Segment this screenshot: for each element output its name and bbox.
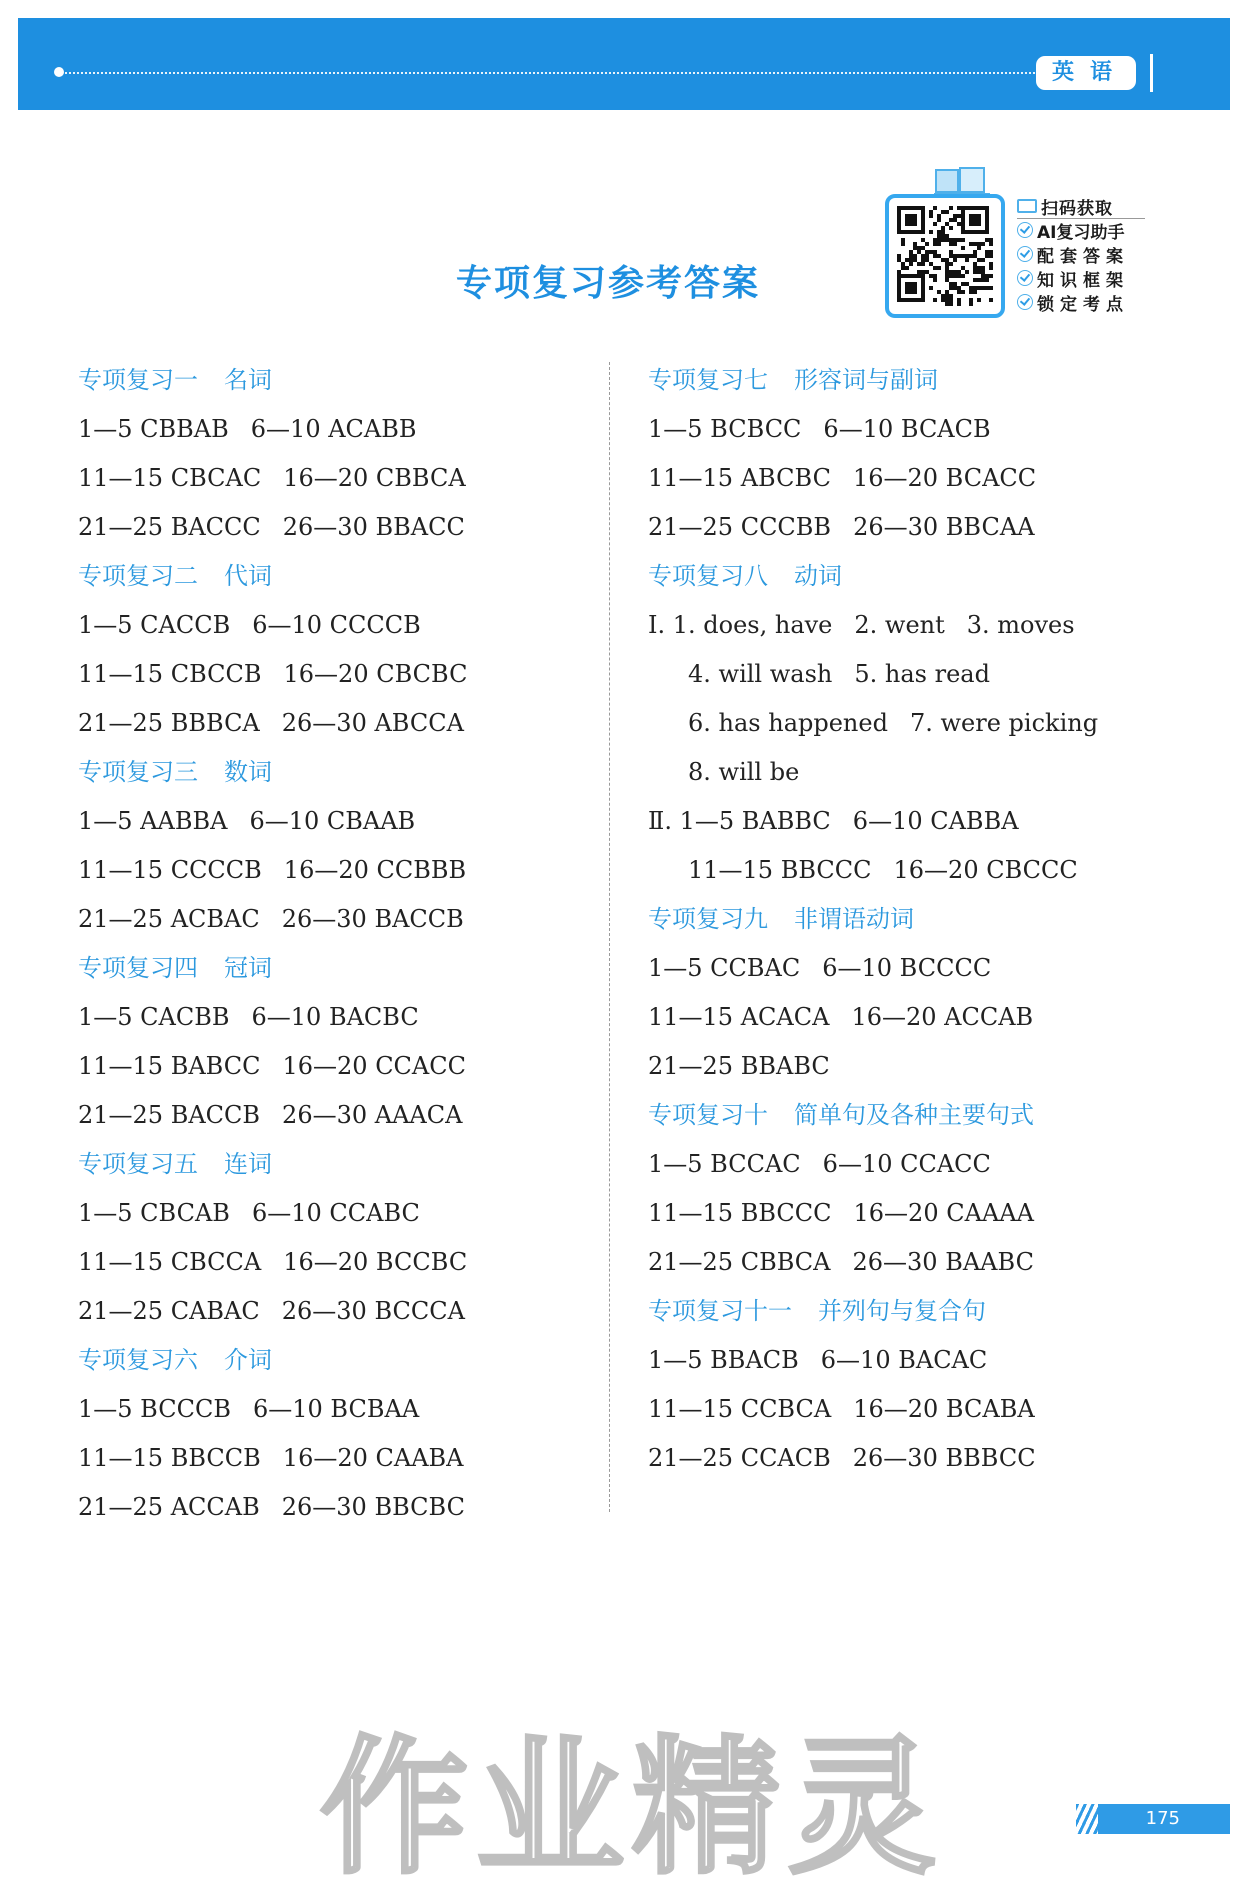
- section-heading: 专项复习九 非谓语动词: [648, 905, 914, 933]
- watermark: 作业精灵: [320, 1722, 944, 1894]
- answer-line: 1—5 BBACB 6—10 BACAC: [648, 1346, 988, 1374]
- section-heading: 专项复习二 代词: [78, 562, 272, 590]
- section-heading: 专项复习三 数词: [78, 758, 272, 786]
- answer-line: 11—15 CBCCB 16—20 CBCBC: [78, 660, 468, 688]
- answer-line: 1—5 CACBB 6—10 BACBC: [78, 1003, 419, 1031]
- column-divider: [609, 362, 610, 1512]
- answer-line: 1—5 BCBCC 6—10 BCACB: [648, 415, 991, 443]
- answer-line: 1—5 AABBA 6—10 CBAAB: [78, 807, 416, 835]
- answer-line: 6. has happened 7. were picking: [688, 709, 1099, 737]
- answer-line: 1—5 BCCAC 6—10 CCACC: [648, 1150, 991, 1178]
- right-answer-column: [648, 356, 1208, 1483]
- answer-line: 21—25 BACCC 26—30 BBACC: [78, 513, 465, 541]
- answer-line: 11—15 CBCCA 16—20 BCCBC: [78, 1248, 468, 1276]
- answer-line: 11—15 BBCCC 16—20 CAAAA: [648, 1199, 1034, 1227]
- answer-line: Ⅰ. 1. does, have 2. went 3. moves: [648, 611, 1075, 639]
- answer-line: 21—25 BACCB 26—30 AAACA: [78, 1101, 463, 1129]
- section-heading: 专项复习六 介词: [78, 1346, 272, 1374]
- answer-line: 4. will wash 5. has read: [688, 660, 990, 688]
- qr-feature-item: [1017, 290, 1147, 314]
- answer-line: 8. will be: [688, 758, 800, 786]
- check-icon: [1017, 222, 1033, 238]
- page-title: 专项复习参考答案: [455, 263, 760, 304]
- section-heading: 专项复习十 简单句及各种主要句式: [648, 1101, 1034, 1129]
- answer-line: 21—25 BBBCA 26—30 ABCCA: [78, 709, 464, 737]
- left-answer-column: [78, 356, 598, 1532]
- qr-feature-item: [1017, 242, 1147, 266]
- answer-line: 11—15 BABCC 16—20 CCACC: [78, 1052, 466, 1080]
- section-heading: 专项复习一 名词: [78, 366, 272, 394]
- qr-feature-label: 知识框架: [1037, 270, 1129, 291]
- answer-line: 21—25 BBABC: [648, 1052, 830, 1080]
- qr-feature-label: 配套答案: [1037, 246, 1129, 267]
- answer-line: 1—5 CCBAC 6—10 BCCCC: [648, 954, 992, 982]
- section-heading: 专项复习八 动词: [648, 562, 842, 590]
- check-icon: [1017, 270, 1033, 286]
- answer-line: 11—15 BBCCB 16—20 CAABA: [78, 1444, 464, 1472]
- qr-heading-text: 扫码获取: [1041, 198, 1113, 219]
- scan-icon: [1017, 199, 1037, 213]
- answer-line: Ⅱ. 1—5 BABBC 6—10 CABBA: [648, 807, 1019, 835]
- page-number: 175: [1145, 1808, 1180, 1829]
- header-band: [18, 18, 1230, 110]
- section-heading: 专项复习十一 并列句与复合句: [648, 1297, 986, 1325]
- qr-feature-item: [1017, 266, 1147, 290]
- qr-heading: [1017, 194, 1147, 218]
- answer-line: 21—25 ACCAB 26—30 BBCBC: [78, 1493, 465, 1521]
- section-heading: 专项复习七 形容词与副词: [648, 366, 938, 394]
- answer-line: 11—15 CCCCB 16—20 CCBBB: [78, 856, 467, 884]
- answer-line: 1—5 CBBAB 6—10 ACABB: [78, 415, 417, 443]
- qr-code[interactable]: [897, 206, 993, 306]
- answer-line: 11—15 CBCAC 16—20 CBBCA: [78, 464, 466, 492]
- qr-feature-item: [1017, 218, 1147, 242]
- check-icon: [1017, 294, 1033, 310]
- qr-separator: [1017, 218, 1145, 219]
- qr-feature-list: [1017, 194, 1147, 314]
- answer-line: 21—25 CCACB 26—30 BBBCC: [648, 1444, 1036, 1472]
- answer-line: 21—25 CABAC 26—30 BCCCA: [78, 1297, 465, 1325]
- section-heading: 专项复习五 连词: [78, 1150, 272, 1178]
- answer-line: 1—5 CACCB 6—10 CCCCB: [78, 611, 421, 639]
- answer-line: 11—15 CCBCA 16—20 BCABA: [648, 1395, 1035, 1423]
- qr-feature-label: 锁定考点: [1037, 294, 1129, 315]
- answer-line: 21—25 ACBAC 26—30 BACCB: [78, 905, 464, 933]
- subject-bar: [1150, 54, 1153, 92]
- qr-code-frame[interactable]: [885, 194, 1005, 318]
- answer-line: 1—5 BCCCB 6—10 BCBAA: [78, 1395, 420, 1423]
- answer-line: 21—25 CCCBB 26—30 BBCAA: [648, 513, 1035, 541]
- check-icon: [1017, 246, 1033, 262]
- answer-line: 11—15 BBCCC 16—20 CBCCC: [688, 856, 1078, 884]
- books-icon: [932, 166, 992, 196]
- header-dotted-line: [58, 72, 1038, 74]
- answer-line: 11—15 ABCBC 16—20 BCACC: [648, 464, 1037, 492]
- qr-feature-label: AI复习助手: [1037, 222, 1125, 243]
- answer-line: 11—15 ACACA 16—20 ACCAB: [648, 1003, 1034, 1031]
- subject-tab: 英语: [1036, 56, 1136, 90]
- section-heading: 专项复习四 冠词: [78, 954, 272, 982]
- answer-line: 21—25 CBBCA 26—30 BAABC: [648, 1248, 1034, 1276]
- answer-line: 1—5 CBCAB 6—10 CCABC: [78, 1199, 420, 1227]
